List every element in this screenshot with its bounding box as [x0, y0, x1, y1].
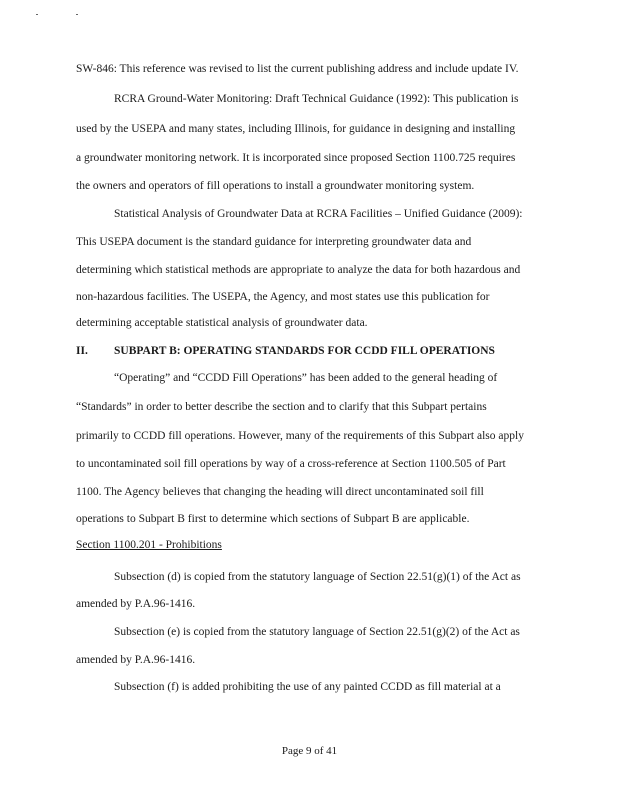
paragraph-6-line: amended by P.A.96-1416.: [76, 654, 196, 666]
paragraph-2-line: the owners and operators of fill operations to install a groundwater monitoring system.: [76, 180, 475, 192]
paragraph-3-line: determining which statistical methods are appropriate to analyze the data for both hazardous and: [76, 264, 521, 276]
paragraph-5-line: Subsection (d) is copied from the statutory language of Section 22.51(g)(1) of the Act as: [114, 571, 521, 583]
section-number: II.: [76, 345, 88, 357]
paragraph-6-line: Subsection (e) is copied from the statutory language of Section 22.51(g)(2) of the Act as: [114, 626, 520, 638]
paragraph-3-line: This USEPA document is the standard guidance for interpreting groundwater data and: [76, 236, 472, 248]
paragraph-4-line: “Operating” and “CCDD Fill Operations” has been added to the general heading of: [114, 372, 498, 384]
paragraph-3-line: non-hazardous facilities. The USEPA, the Agency, and most states use this publication for: [76, 291, 490, 303]
subsection-heading: Section 1100.201 - Prohibitions: [76, 539, 222, 551]
paragraph-3-line: determining acceptable statistical analysis of groundwater data.: [76, 317, 368, 329]
paragraph-2-line: RCRA Ground-Water Monitoring: Draft Technical Guidance (1992): This publication is: [114, 93, 519, 105]
paragraph-7-line: Subsection (f) is added prohibiting the use of any painted CCDD as fill material at a: [114, 681, 501, 693]
paragraph-4-line: 1100. The Agency believes that changing the heading will direct uncontaminated soil fill: [76, 486, 484, 498]
paragraph-4-line: primarily to CCDD fill operations. However, many of the requirements of this Subpart also apply: [76, 430, 524, 442]
paragraph-3-line: Statistical Analysis of Groundwater Data at RCRA Facilities – Unified Guidance (2009):: [114, 208, 523, 220]
section-title: SUBPART B: OPERATING STANDARDS FOR CCDD FILL OPERATIONS: [114, 345, 495, 357]
paragraph-5-line: amended by P.A.96-1416.: [76, 598, 196, 610]
paragraph-2-line: used by the USEPA and many states, including Illinois, for guidance in designing and installing: [76, 123, 516, 135]
paragraph-2-line: a groundwater monitoring network. It is incorporated since proposed Section 1100.725 requires: [76, 152, 516, 164]
scan-speck: [36, 14, 38, 15]
scan-speck: [76, 14, 78, 15]
paragraph-4-line: to uncontaminated soil fill operations by way of a cross-reference at Section 1100.505 of Part: [76, 458, 506, 470]
page-number: Page 9 of 41: [281, 745, 338, 757]
paragraph-1-line: SW-846: This reference was revised to list the current publishing address and include update IV.: [76, 63, 519, 75]
paragraph-4-line: operations to Subpart B first to determine which sections of Subpart B are applicable.: [76, 513, 470, 525]
paragraph-4-line: “Standards” in order to better describe the section and to clarify that this Subpart pertains: [76, 401, 487, 413]
